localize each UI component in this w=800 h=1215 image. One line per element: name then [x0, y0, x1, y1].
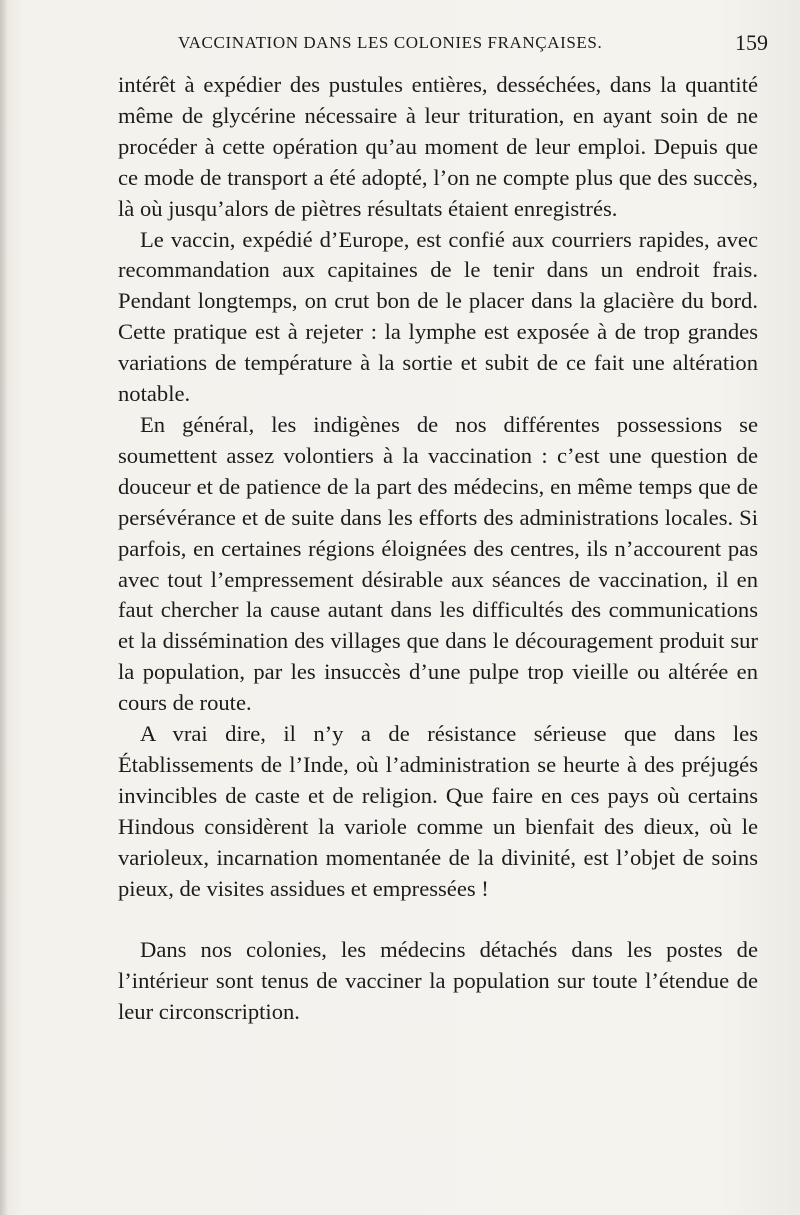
page-gutter-shadow	[0, 0, 8, 1215]
paragraph-india-resistance: A vrai dire, il n’y a de résistance sérieuse que dans les Établissements de l’Inde, où l’administration se heurte à des préjugés invincibles de caste et de religion. Que faire en ces pays où certains Hindous considèrent la variole comme un bienfait des dieux, où le varioleux, incarnation momentanée de la divinité, est l’objet de soins pieux, de visites assidues et empressées !	[118, 721, 758, 901]
page-number: 159	[735, 30, 768, 55]
paragraph-vaccine-shipping: Le vaccin, expédié d’Europe, est confié aux courriers rapides, avec recommandation aux capitaines de le tenir dans un endroit frais. Pendant longtemps, on crut bon de le placer dans la glacière du bord. Cette pratique est à rejeter : la lymphe est exposée à de trop grandes variations de température à la sortie et subit de ce fait une altération notable.	[118, 226, 758, 407]
paragraph-continued: intérêt à expédier des pustules entières, desséchées, dans la quantité même de glycérine nécessaire à leur trituration, en ayant soin de ne procéder à cette opération qu’au moment de leur emploi. Depuis que ce mode de transport a été adopté, l’on ne compte plus que des succès, là où jusqu’alors de piètres résultats étaient enregistrés.	[118, 72, 758, 221]
running-title: VACCINATION DANS LES COLONIES FRANÇAISES.	[178, 33, 603, 52]
paragraph-indigenous-acceptance: En général, les indigènes de nos différentes possessions se soumettent assez volontiers à la vaccination : c’est une question de douceur et de patience de la part des médecins, en même temps que de persévérance et de suite dans les efforts des administrations locales. Si parfois, en certaines régions éloignées des centres, ils n’accourent pas avec tout l’empressement désirable aux séances de vaccination, il en faut chercher la cause autant dans les difficultés des communications et la dissémination des villages que dans le découragement produit sur la population, par les insuccès d’une pulpe trop vieille ou altérée en cours de route.	[118, 411, 758, 716]
paragraph-colonial-doctors: Dans nos colonies, les médecins détachés dans les postes de l’intérieur sont tenus de vacciner la population sur toute l’étendue de leur circonscription.	[118, 937, 758, 1025]
body-text	[118, 70, 758, 1028]
page-header	[178, 30, 768, 57]
